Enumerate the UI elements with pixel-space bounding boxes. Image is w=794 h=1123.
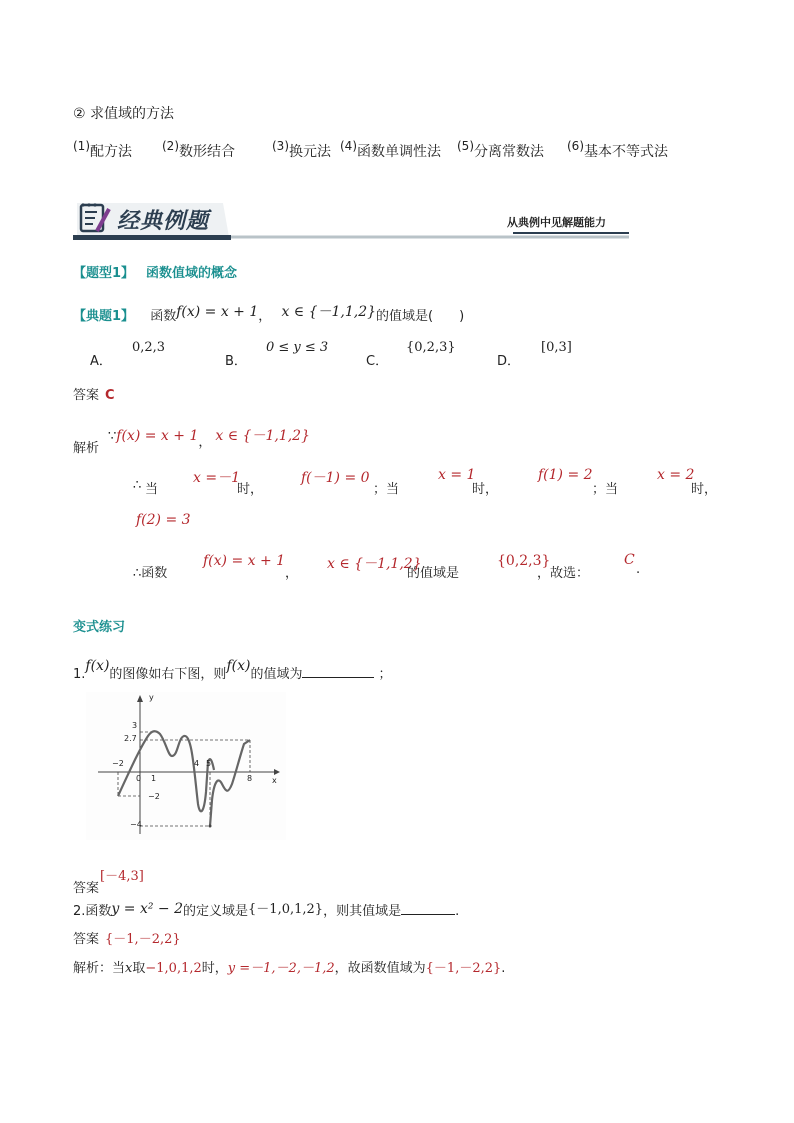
graph-tick-x-8: 8 xyxy=(247,774,253,783)
practice-q2: 2.函数y = x² − 2的定义域是{－1,0,1,2}，则其值域是 . xyxy=(73,901,460,919)
option-b-value: 0 ≤ y ≤ 3 xyxy=(266,340,329,355)
graph-tick-x-5: 5 xyxy=(206,759,212,768)
graph-tick-x-0: 0 xyxy=(136,774,142,783)
graph-tick-x-neg2: −2 xyxy=(112,759,124,768)
option-a-value: 0,2,3 xyxy=(132,340,166,355)
concl-func: f(x) = x + 1 xyxy=(203,553,286,569)
analysis-when2: ；当 xyxy=(373,482,400,497)
option-b: B． xyxy=(225,354,247,369)
q1-answer-label: 答案 xyxy=(73,881,100,896)
analysis-line1: ∵f(x) = x + 1， x ∈ {－1,1,2} xyxy=(108,428,310,450)
option-d-value: [0,3] xyxy=(541,340,572,355)
graph-tick-y-neg2: −2 xyxy=(148,792,160,801)
method-3: $^{(3)}$换元法 xyxy=(272,139,331,160)
option-c-value: {0,2,3} xyxy=(406,340,456,355)
concl-pick: ，故选： xyxy=(537,566,590,581)
banner-title: 经典例题 xyxy=(117,209,210,234)
graph-tick-y-3: 3 xyxy=(132,721,138,730)
banner xyxy=(73,199,631,243)
graph-tick-y-neg4: −4 xyxy=(130,820,142,829)
graph-tick-y-2.7: 2.7 xyxy=(124,734,137,743)
method-4: $^{(4)}$函数单调性法 xyxy=(340,139,441,160)
practice-title: 变式练习 xyxy=(73,620,126,635)
function-graph xyxy=(86,692,286,840)
analysis-fx1: f(－1) = 0 xyxy=(301,470,370,486)
example1-answer: 答案 C xyxy=(73,388,115,403)
q2-answer: 答案 {－1,－2,2} xyxy=(73,932,181,947)
analysis-when1: 当 xyxy=(145,482,159,497)
example1-question: 【典题1】 函数f(x) = x + 1， x ∈ {－1,1,2}的值域是( ) xyxy=(73,304,465,324)
method-2: $^{(2)}$数形结合 xyxy=(162,139,235,160)
banner-slogan: 从典例中见解题能力 xyxy=(507,216,606,229)
q2-analysis: 解析：当x取−1,0,1,2时，y =－1,－2,－1,2，故函数值域为{－1,－2,2}. xyxy=(73,961,506,976)
concl-range: {0,2,3} xyxy=(497,553,551,569)
option-d: D． xyxy=(497,354,521,369)
analysis-fx3: f(2) = 3 xyxy=(136,512,191,528)
analysis-time3: 时， xyxy=(691,482,718,497)
analysis-therefore: ∴ xyxy=(133,478,142,493)
section-title: ② 求值域的方法 xyxy=(73,106,175,122)
analysis-fx2: f(1) = 2 xyxy=(538,467,593,483)
concl-sep: ， xyxy=(285,566,299,581)
concl-choice: C xyxy=(624,552,635,568)
graph-tick-x-1: 1 xyxy=(151,774,157,783)
analysis-when3: ；当 xyxy=(592,482,619,497)
option-a: A． xyxy=(90,354,112,369)
type1-heading: 【题型1】 函数值域的概念 xyxy=(73,266,238,281)
analysis-label: 解析 xyxy=(73,441,100,456)
analysis-x1: x =－1 xyxy=(193,470,240,486)
q1-answer: [－4,3] xyxy=(100,869,144,884)
method-1: $^{(1)}$配方法 xyxy=(73,139,132,160)
graph-tick-x-4: 4 xyxy=(194,759,200,768)
graph-y-label: y xyxy=(149,693,154,702)
concl-mid: 的值域是 xyxy=(407,566,460,581)
analysis-x2: x = 1 xyxy=(438,467,476,483)
method-5: $^{(5)}$分离常数法 xyxy=(457,139,544,160)
concl-domain: x ∈ {－1,1,2} xyxy=(327,556,422,572)
method-6: $^{(6)}$基本不等式法 xyxy=(567,139,668,160)
analysis-conclusion: ∴函数 xyxy=(133,566,168,581)
analysis-time1: 时， xyxy=(237,482,264,497)
analysis-x3: x = 2 xyxy=(657,467,695,483)
graph-x-label: x xyxy=(272,776,277,785)
option-c: C． xyxy=(366,354,389,369)
practice-q1: 1.f(x)的图像如右下图，则f(x)的值域为 ； xyxy=(73,658,392,682)
analysis-time2: 时， xyxy=(472,482,499,497)
concl-end: . xyxy=(636,562,641,577)
